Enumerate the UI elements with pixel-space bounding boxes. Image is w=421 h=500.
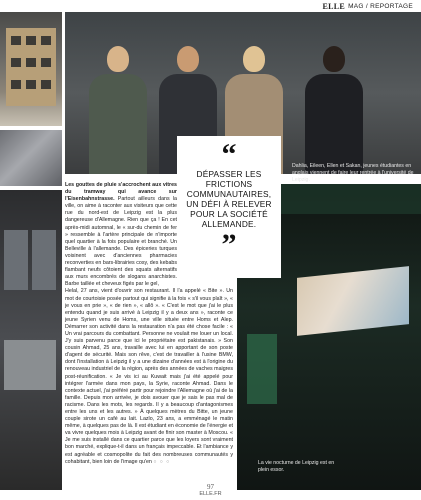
window [11,36,21,45]
window [26,58,36,67]
night-photo-caption: La vie nocturne de Leipzig est en plein essor. [258,460,335,473]
window [11,80,21,89]
article-lead: Les gouttes de pluie s'accrochent aux vitres du tramway qui avance sur l'Eisenbahnstrasse. [65,182,177,203]
panel [4,340,56,390]
window [26,80,36,89]
article-narrow-text: Partout ailleurs dans la ville, on aime à raconter aux visiteurs que cette rue du nord-est de Leipzig est la plus dangereuse d'Allemagne. Rien que ça ! En cet après-midi automnal, le « sur-du chemin de fer » ressemble à l'artère principale de n'importe quel quartier à la fois populaire et branché. Un Belleville à l'allemande. Des épiceries turques voisinent avec d'anciennes pharmacies reconverties en bars-librairies cosy, des kebabs flambant neufs côtoient des squats alternatifs aux murs encombrés de slogans anarchistes. Barbe taillée et cheveux figés par le gel, [65,196,177,288]
street-scene-photo [0,190,62,490]
article-column [65,182,233,466]
site-url: ELLE.FR [199,491,222,497]
window [41,58,51,67]
pull-quote-text: DÉPASSER LES FRICTIONS COMMUNAUTAIRES, UN DÉFI À RELEVER POUR LA SOCIÉTÉ ALLEMANDE. [186,169,272,229]
student-figure [89,46,147,174]
continued-mark: ○ ○ ○ [153,458,171,465]
window [41,80,51,89]
window [11,58,21,67]
magazine-header [323,0,413,12]
group-photo-caption: Dahlia, Eileen, Ellen et Sakan, jeunes étudiantes en anglais viennent de faire leur rentrée à l'université de Leipzig. [292,163,414,183]
head [243,46,265,72]
head [177,46,199,72]
magazine-brand: ELLE [322,1,346,11]
close-quote-mark: ” [221,227,237,261]
head [323,46,345,72]
article-body-text: Helal, 27 ans, vient d'ouvrir son restaurant. Il l'a appelé « Bite ». Un mot de courtoisie posée partout qui signifie à la fois « s'il vous plaît », « je vous en prie », « de rien », « allô ». « C'est le mot que j'ai le plus entendu quand je suis arrivé à Leipzig il y a deux ans », raconte ce jeune Syrien venu de Homs, une ville située entre Homs et Alep. Démarrer son activité dans la restauration n'a pas été chose facile : « Un vrai parcours du combattant. Personne ne voulait me louer un local. J'y suis parvenu parce que ici le propriétaire est pakistanais. » Son cousin Ahmad, 25 ans, travaille avec lui en apportant de son poste d'agent de sécurité. Mais son rêve, c'est de travailler à l'usine BMW, dont l'installation à Leipzig il y a une dizaine d'années est à l'origine du renouveau industriel de la région, après des années de vaches maigres post-réunification. « Je vis ici au Kuwait mais j'ai été appelé pour intégrer l'armée dans mon pays, la Syrie, raconte Ahmad. Dans le contexte actuel, j'ai préféré partir pour rejoindre l'Allemagne où j'ai de la famille. Depuis mon arrivée, je dois avouer que je sais le pas mal de racisme. Dans les mots, les regards. Il y a beaucoup d'antagonismes entre les uns et les autres. » À quelques mètres du Bitte, un jeune couple sirote un café au lait. Lazlo, 23 ans, a emménagé le matin même, à quelques pas de là. Il est étudiant en économie de l'énergie et va vivre quelques mois à Leipzig avant de finir son master à Moscou. « Je me suis installé dans ce quartier parce que les loyers sont vraiment bon marché, explique-t-il dans un français impeccable. Et l'ambiance y est agréable et cosmopolite du fait des nombreuses communautés y cohabitant, bien loin de l'image qu'en [65,288,233,465]
window [26,36,36,45]
facade [6,28,56,106]
student-figure [305,46,363,174]
open-quote-mark: “ [221,138,237,171]
page-number: 97 [207,483,214,491]
building-facade-photo [0,12,62,126]
body [305,74,363,174]
billboard [297,266,409,336]
panel [32,230,56,290]
section-label: MAG / REPORTAGE [348,2,413,10]
body [89,74,147,174]
architecture-detail-photo [0,130,62,186]
light-band [247,334,277,404]
page-footer [0,483,421,497]
panel [4,230,28,290]
window [41,36,51,45]
head [107,46,129,72]
